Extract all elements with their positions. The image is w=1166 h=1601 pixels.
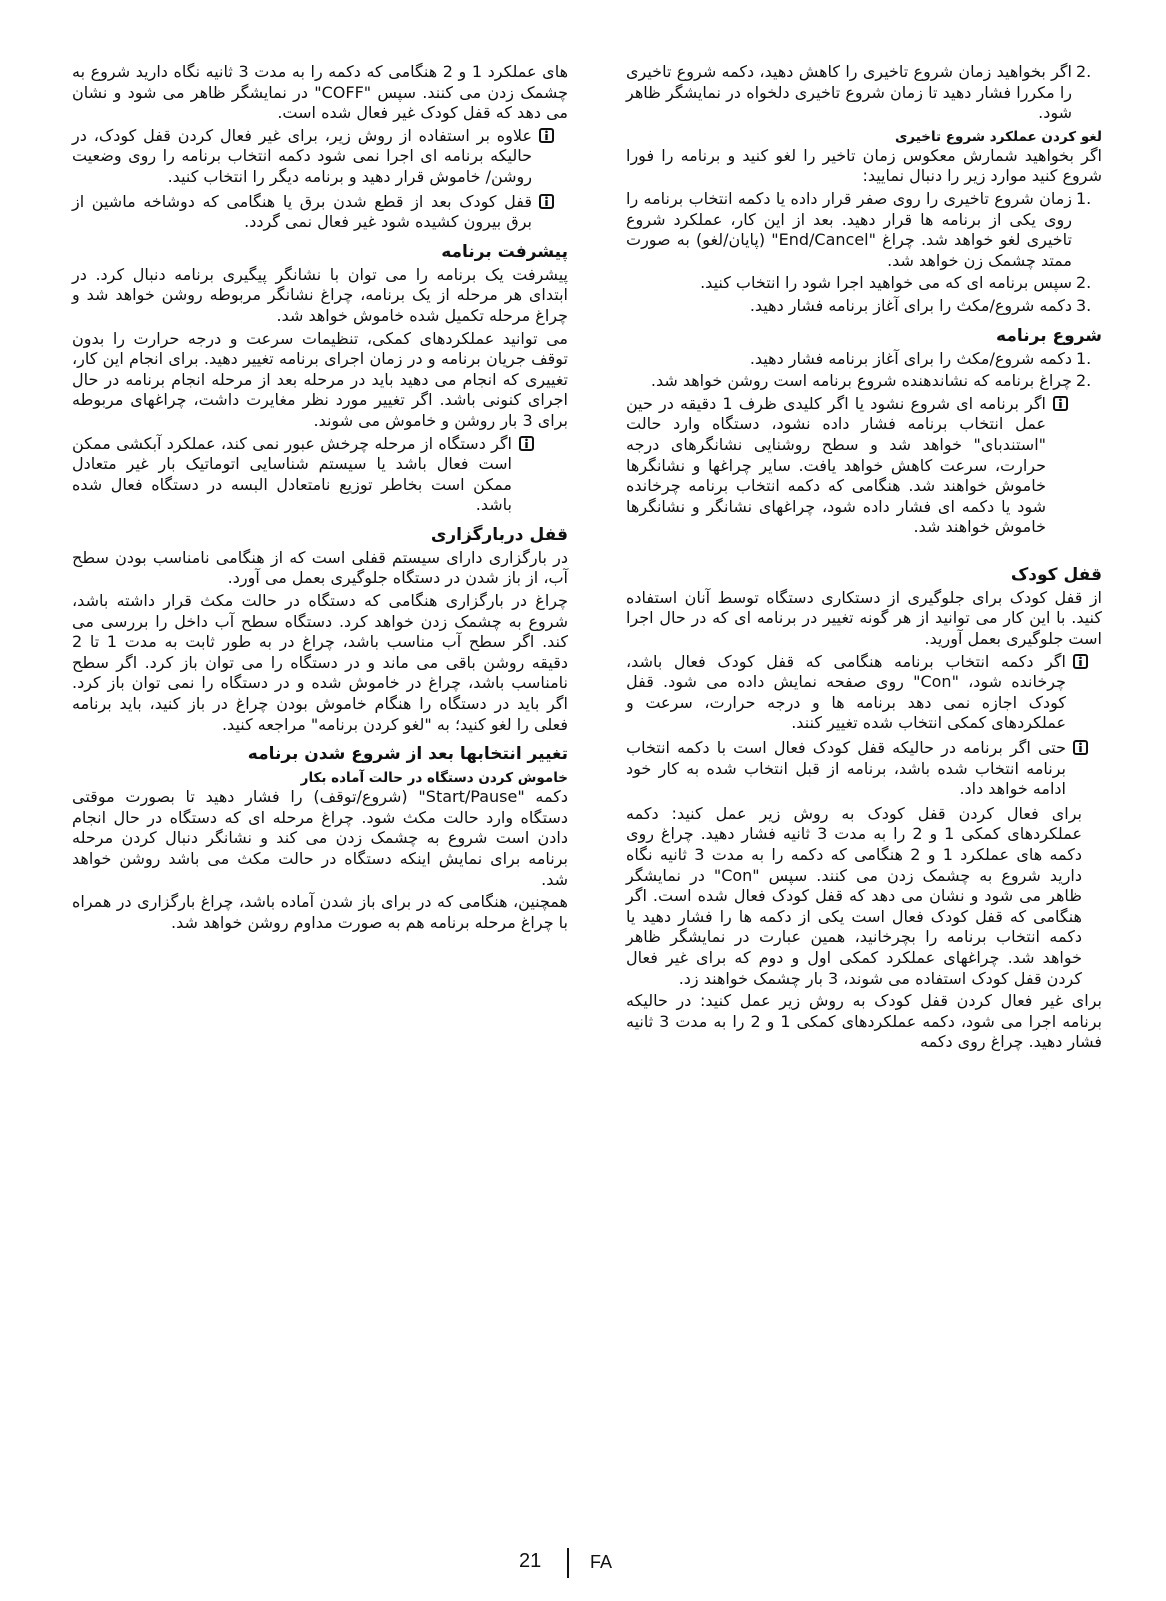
- language-code: FA: [590, 1552, 613, 1572]
- program-progress-note: [72, 434, 548, 516]
- start-program-heading: شروع برنامه: [996, 325, 1102, 346]
- list-number: 3.: [1076, 295, 1092, 315]
- program-progress-text: می توانید عملکردهای کمکی، تنظیمات سرعت و درجه حرارت را بدون توقف جریان برنامه و در زمان اجرای برنامه تغییر دهید. برای انجام این کار، تغییری که انجام می دهید باید در مرحله بعد از مرحله انجام برنامه در حال اجرای کنونی باشد. اگر تغییر مورد نظر مغایرت داشت، چراغهای مربوطه برای 3 بار روشن و خاموش می شوند.: [72, 328, 568, 430]
- standby-text: همچنین، هنگامی که در برای باز شدن آماده باشد، چراغ بارگزاری در همراه با چراغ مرحله برنامه هم به صورت مداوم روشن خواهد شد.: [72, 892, 568, 932]
- list-text: دکمه شروع/مکث را برای آغاز برنامه فشار دهید.: [749, 348, 1072, 368]
- info-icon: [1073, 740, 1088, 755]
- info-icon: [539, 194, 554, 209]
- list-item: [626, 62, 1102, 124]
- list-number: 2.: [1076, 371, 1092, 391]
- change-selection-heading: تغییر انتخابها بعد از شروع شدن برنامه: [247, 744, 568, 765]
- list-number: 2.: [1076, 273, 1092, 293]
- cancel-delay-intro: اگر بخواهید شمارش معکوس زمان تاخیر را لغو کنید و برنامه را فورا شروع کنید موارد زیر را دنبال نمایید:: [626, 145, 1102, 186]
- note-text: اگر برنامه ای شروع نشود یا اگر کلیدی ظرف 1 دقیقه در حین عمل انتخاب برنامه فشار داده نشود، دستگاه وارد حالت "استندبای" خواهد شد و سطح روشنایی نشانگرهای درجه حرارت، سرعت کاهش خواهد یافت. سایر چراغها و نشانگرها خاموش خواهند شد. هنگامی که دکمه انتخاب برنامه چرخانده شود یا دکمه ای فشار داده شود، چراغهای نشانگر و نشانگرها خاموش خواهند شد.: [626, 393, 1047, 537]
- list-text: دکمه شروع/مکث را برای آغاز برنامه فشار دهید.: [749, 295, 1072, 315]
- list-text: اگر بخواهید زمان شروع تاخیری را کاهش دهید، دکمه شروع تاخیری را مکررا فشار دهید تا زمان شروع تاخیری دلخواه در نمایشگر ظاهر شود.: [626, 62, 1072, 123]
- info-icon: [539, 128, 554, 143]
- child-lock-note: [626, 652, 1102, 734]
- info-icon: [1073, 654, 1088, 669]
- child-lock-note: [626, 738, 1102, 800]
- list-number: 1.: [1076, 348, 1092, 368]
- list-text: چراغ برنامه که نشاندهنده شروع برنامه است روشن خواهد شد.: [650, 371, 1072, 391]
- program-progress-heading: پیشرفت برنامه: [441, 241, 568, 262]
- list-item: [626, 296, 1102, 317]
- note-text: اگر دکمه انتخاب برنامه هنگامی که قفل کودک فعال باشد، چرخانده شود، "Con" روی صفحه نمایش داده می شود. قفل کودک اجازه نمی دهد برنامه ها و درجه حرارت، سرعت و عملکردهای کمکی انتخاب شده تغییر کنند.: [626, 651, 1066, 733]
- note-text: علاوه بر استفاده از روش زیر، برای غیر فعال کردن قفل کودک، در حالیکه برنامه ای اجرا نمی شود دکمه انتخاب برنامه را روی وضعیت روشن/ خاموش قرار دهید و برنامه دیگر را انتخاب کنید.: [72, 125, 532, 186]
- info-icon: [1053, 396, 1068, 411]
- door-lock-text: در بارگزاری دارای سیستم قفلی است که از هنگامی نامناسب بودن سطح آب، از باز شدن در دستگاه جلوگیری بعمل می آورد.: [72, 547, 568, 588]
- page-number: 21: [519, 1550, 542, 1572]
- delay-start-list: [626, 62, 1102, 124]
- footer-divider: [567, 1548, 569, 1578]
- standby-subheading: خاموش کردن دستگاه در حالت آماده بکار: [300, 770, 568, 787]
- page-footer: [0, 1548, 1166, 1578]
- left-column: [72, 62, 568, 935]
- cancel-delay-heading: لغو کردن عملکرد شروع تاخیری: [894, 128, 1102, 145]
- info-icon: [519, 436, 534, 451]
- note-text: حتی اگر برنامه در حالیکه قفل کودک فعال است با دکمه انتخاب برنامه انتخاب شده باشد، برنامه از قبل انتخاب شده به کار خود ادامه خواهد داد.: [626, 738, 1066, 799]
- list-item: [626, 349, 1102, 370]
- child-lock-heading: قفل کودک: [1010, 564, 1102, 585]
- list-text: سپس برنامه ای که می خواهید اجرا شود را انتخاب کنید.: [700, 273, 1072, 293]
- list-text: زمان شروع تاخیری را روی صفر قرار داده یا دکمه انتخاب برنامه را روی یکی از برنامه ها قرار دهید. بعد از این کار، عملکرد شروع تاخیری لغو خواهد شد. چراغ "End/Cancel" (پایان/لغو) به صورت ممتد چشمک زن خواهد شد.: [626, 188, 1072, 270]
- start-program-list: [626, 349, 1102, 392]
- child-lock-note: [72, 126, 568, 188]
- child-lock-continued-text: های عملکرد 1 و 2 هنگامی که دکمه را به مدت 3 ثانیه نگاه دارید شروع به چشمک زدن می کنند. سپس "COFF" در نمایشگر ظاهر می شود و نشان می دهد که قفل کودک غیر فعال شده است.: [72, 62, 569, 123]
- child-lock-note: [72, 192, 568, 233]
- program-progress-text: پیشرفت یک برنامه را می توان با نشانگر پیگیری برنامه دنبال کرد. در ابتدای هر مرحله از یک برنامه، چراغ نشانگر مربوطه روشن خواهد شد و چراغ مرحله تکمیل شده خاموش خواهد شد.: [72, 264, 568, 325]
- list-number: 2.: [1076, 62, 1092, 81]
- right-column: [626, 62, 1102, 1055]
- list-item: [626, 273, 1102, 294]
- list-number: 1.: [1076, 188, 1092, 208]
- child-lock-activate-text: برای فعال کردن قفل کودک به روش زیر عمل کنید: دکمه عملکردهای کمکی 1 و 2 را به مدت 3 ثانیه فشار دهید. چراغ روی دکمه های عملکرد 1 و 2 هنگامی که دکمه را به مدت 3 ثانیه نگاه دارید شروع به چشمک زدن می کنند. سپس "Con" در نمایشگر ظاهر می شود و نشان می دهد که قفل کودک فعال شده است. اگر هنگامی که قفل کودک فعال است یکی از دکمه ها را فشار دهید یا دکمه انتخاب برنامه را بچرخانید، همین عبارت در نمایشگر ظاهر خواهد شد. چراغهای عملکرد کمکی اول و دوم که برای غیر فعال کردن قفل کودک استفاده می شوند، 3 بار چشمک خواهند زد.: [626, 803, 1083, 988]
- child-lock-intro: از قفل کودک برای جلوگیری از دستکاری دستگاه توسط آنان استفاده کنید. با این کار می توانید از هر گونه تغییر در برنامه ای که در حال اجرا است جلوگیری بعمل آورید.: [626, 587, 1102, 649]
- start-program-note: [626, 394, 1082, 538]
- door-lock-text: چراغ در بارگزاری هنگامی که دستگاه در حالت مکث قرار داشته باشد، شروع به چشمک زدن خواهد کرد. دستگاه سطح آب داخل را بررسی می کند. اگر سطح آب مناسب باشد، چراغ در به طور ثابت به مدت 1 تا 2 دقیقه روشن باقی می ماند و در دستگاه را می توان باز کرد. اگر سطح نامناسب باشد، چراغ در خاموش شده و در دستگاه را نمی توان باز کرد. اگر باید در دستگاه را هنگام خاموش بودن چراغ در باز کنید، باید برنامه فعلی را لغو کنید؛ به "لغو کردن برنامه" مراجعه کنید.: [72, 591, 568, 734]
- list-item: [626, 189, 1102, 271]
- standby-text: دکمه "Start/Pause" (شروع/توقف) را فشار دهید تا بصورت موقتی دستگاه وارد حالت مکث شود. چراغ مرحله ای که دستگاه در حال انجام دادن است شروع به چشمک زدن می کند و نشانگر دنبال کردن مرحله برنامه برای نمایش اینکه دستگاه در حالت مکث می باشد روشن خواهد شد.: [72, 787, 568, 889]
- door-lock-heading: قفل دربارگزاری: [430, 524, 568, 545]
- note-text: اگر دستگاه از مرحله چرخش عبور نمی کند، عملکرد آبکشی ممکن است فعال باشد یا سیستم شناسایی اتوماتیک بار غیر متعادل ممکن است بخاطر توزیع نامتعادل البسه در دستگاه فعال شده باشد.: [72, 433, 512, 515]
- child-lock-deactivate-text: برای غیر فعال کردن قفل کودک به روش زیر عمل کنید: در حالیکه برنامه اجرا می شود، دکمه عملکردهای کمکی 1 و 2 را به مدت 3 ثانیه فشار دهید. چراغ روی دکمه: [626, 991, 1102, 1052]
- cancel-delay-list: [626, 189, 1102, 317]
- note-text: قفل کودک بعد از قطع شدن برق یا هنگامی که دوشاخه ماشین از برق بیرون کشیده شود غیر فعال نمی گردد.: [72, 191, 532, 232]
- list-item: [626, 371, 1102, 392]
